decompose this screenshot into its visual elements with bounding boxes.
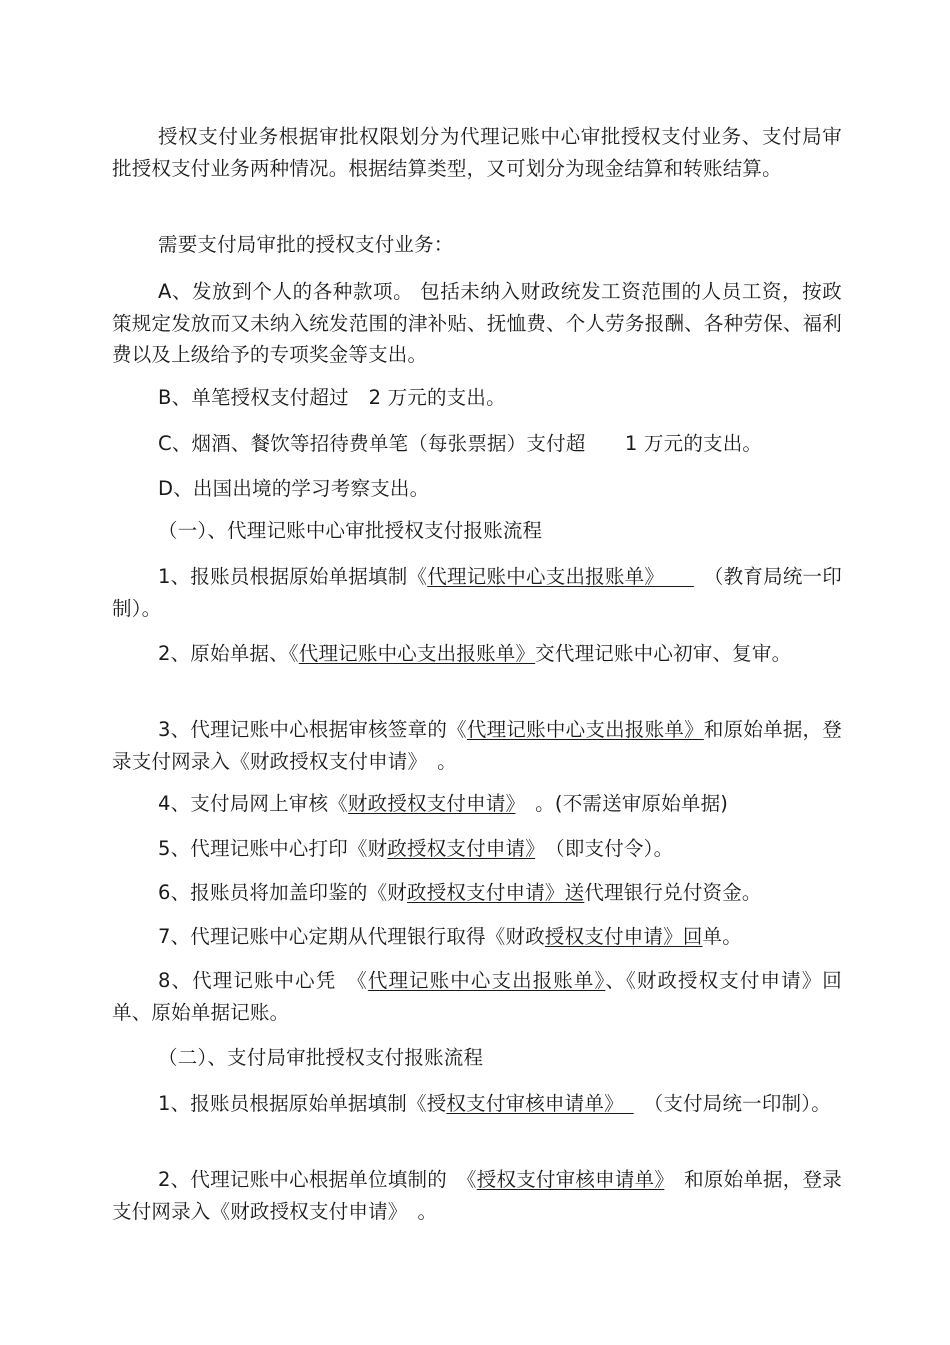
step-form-name: 代理记账中心支出报账单》	[298, 642, 536, 665]
step-text-suffix: 。(不需送审原始单据)	[515, 792, 729, 815]
step-form-name: 政授权支付申请》送	[407, 881, 585, 904]
step-text-prefix: 6、报账员将加盖印鉴的《财	[158, 881, 408, 904]
step-text-suffix: 和原始单据，登录支付网录入《财政授权支付申请》 。	[112, 1168, 842, 1223]
step-text-suffix: 交代理记账中心初审、复审。	[535, 642, 792, 665]
paragraph-item-d: D、出国出境的学习考察支出。	[158, 477, 430, 500]
step-form-name: 代理记账中心支出报账单》	[466, 718, 704, 741]
paragraph-intro: 授权支付业务根据审批权限划分为代理记账中心审批授权支付业务、支付局审批授权支付业务两种情况。根据结算类型，又可划分为现金结算和转账结算。	[112, 125, 842, 180]
paragraph-item-c: C、烟酒、餐饮等招待费单笔（每张票据）支付超 1 万元的支出。	[158, 432, 763, 455]
step-text-suffix: 代理银行兑付资金。	[584, 881, 762, 904]
step-text-prefix: 7、代理记账中心定期从代理银行取得《财政	[158, 925, 545, 948]
step-form-name: 代理记账中心支出报账单》	[427, 565, 694, 588]
step-text-prefix: 3、代理记账中心根据审核签章的《	[158, 718, 467, 741]
paragraph-item-a: A、发放到个人的各种款项。 包括未纳入财政统发工资范围的人员工资，按政策规定发放而又未纳入统发范围的津补贴、抚恤费、个人劳务报酬、各种劳保、福利费以及上级给予的专项奖金等支出。	[112, 280, 842, 366]
step-text-suffix: 单。	[702, 925, 742, 948]
paragraph-step-2-1	[112, 1088, 842, 1120]
step-text-prefix: 4、支付局网上审核《	[158, 792, 348, 815]
paragraph-step-1-1	[112, 561, 842, 624]
section-heading-2: （二）、支付局审批授权支付报账流程	[158, 1046, 484, 1069]
step-text-prefix: 1、报账员根据原始单据填制《	[158, 565, 428, 588]
step-text-suffix: 、《财政授权支付申请》回单、原始单据记账。	[112, 969, 842, 1024]
step-text-suffix: （即支付令）。	[535, 837, 674, 860]
step-form-name: 授权支付审核申请单》	[476, 1168, 665, 1191]
paragraph-step-2-2	[112, 1164, 842, 1227]
paragraph-step-1-7	[112, 921, 842, 953]
section-heading-1: （一）、代理记账中心审批授权支付报账流程	[158, 519, 543, 542]
paragraph-step-1-3	[112, 714, 842, 777]
step-form-name: 授权支付申请》回	[544, 925, 703, 948]
step-form-name: 政授权支付申请》	[387, 837, 536, 860]
paragraph-step-1-2	[112, 638, 842, 670]
step-text-suffix: 和原始单据，登录支付网录入《财政授权支付申请》 。	[112, 718, 843, 773]
paragraph-step-1-5	[112, 833, 842, 865]
step-text-prefix: 1、报账员根据原始单据填制《授	[158, 1092, 447, 1115]
paragraph-item-b: B、单笔授权支付超过 2 万元的支出。	[158, 386, 506, 409]
paragraph-step-1-4	[112, 788, 842, 820]
step-form-name: 财政授权支付申请》	[347, 792, 516, 815]
step-text-prefix: 8、代理记账中心凭 《	[158, 969, 368, 992]
paragraph-step-1-6	[112, 877, 842, 909]
step-text-suffix: （教育局统一印制）。	[112, 565, 842, 620]
step-text-prefix: 5、代理记账中心打印《财	[158, 837, 388, 860]
paragraph-heading-approval: 需要支付局审批的授权支付业务：	[158, 233, 454, 256]
step-text-suffix: （支付局统一印制）。	[633, 1092, 831, 1115]
step-text-prefix: 2、原始单据、《	[158, 642, 299, 665]
step-text-prefix: 2、代理记账中心根据单位填制的 《	[158, 1168, 477, 1191]
step-form-name: 代理记账中心支出报账单》	[367, 969, 606, 992]
paragraph-step-1-8	[112, 965, 842, 1028]
step-form-name: 权支付审核申请单》	[446, 1092, 634, 1115]
